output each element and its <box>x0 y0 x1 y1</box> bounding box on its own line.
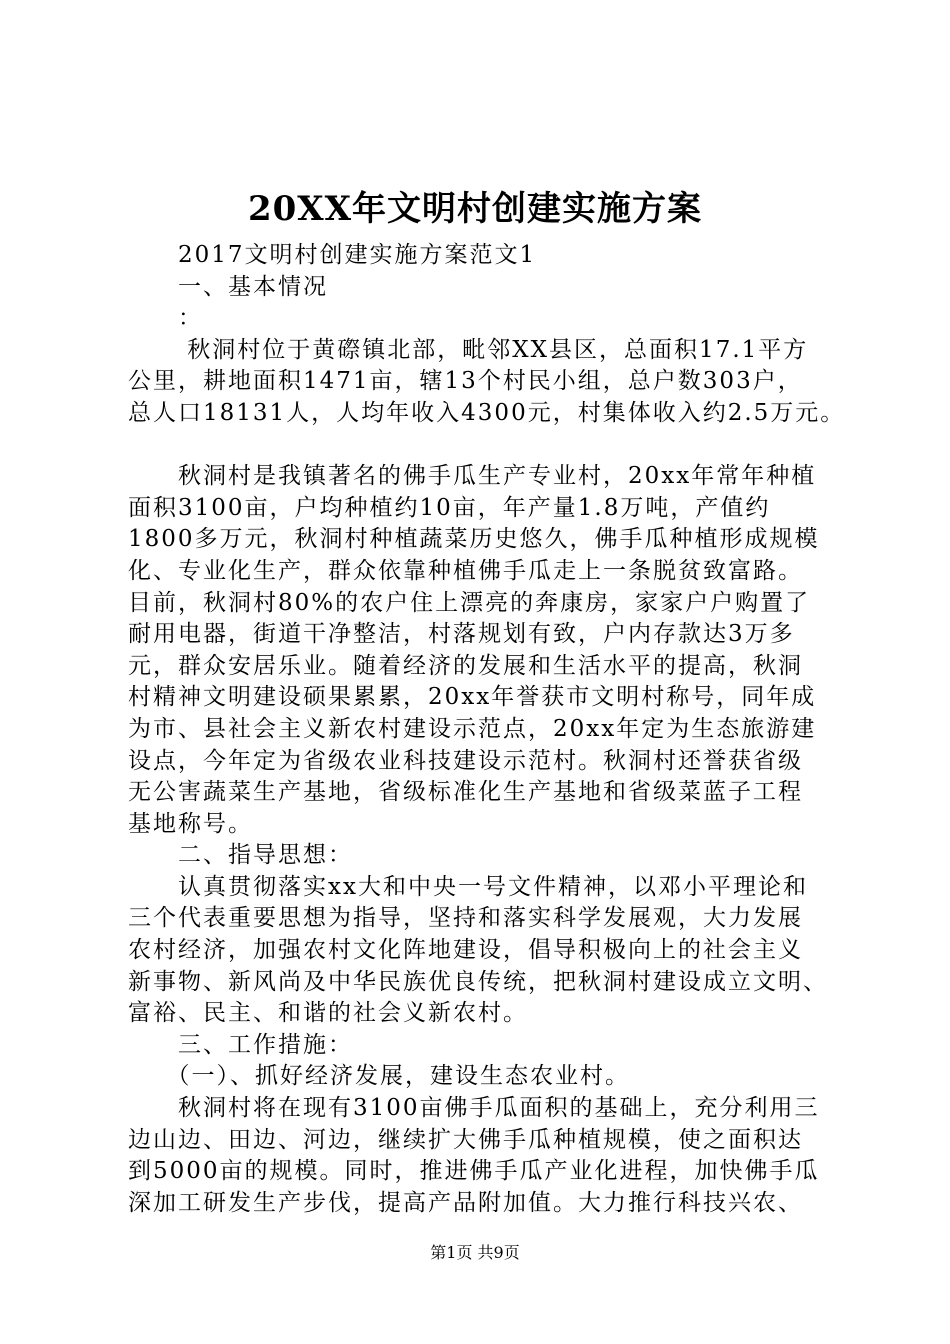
page-footer: 第1页 共9页 <box>430 1243 520 1262</box>
body-line: 到5000亩的规模。同时，推进佛手瓜产业化进程，加快佛手瓜 <box>128 1158 820 1185</box>
body-line: 设点，今年定为省级农业科技建设示范村。秋洞村还誉获省级 <box>128 747 803 774</box>
body-line: 秋洞村位于黄磜镇北部，毗邻XX县区，总面积17.1平方 <box>128 336 809 363</box>
body-line: ： <box>128 305 203 332</box>
body-line: 化、专业化生产，群众依靠种植佛手瓜走上一条脱贫致富路。 <box>128 557 803 584</box>
body-line: 深加工研发生产步伐，提高产品附加值。大力推行科技兴农、 <box>128 1189 803 1216</box>
body-line: 基地称号。 <box>128 810 253 837</box>
body-line: 耐用电器，街道干净整洁，村落规划有致，户内存款达3万多 <box>128 621 795 648</box>
body-line: 为市、县社会主义新农村建设示范点，20xx年定为生态旅游建 <box>128 715 817 742</box>
body-line: 元，群众安居乐业。随着经济的发展和生活水平的提高，秋洞 <box>128 652 803 679</box>
body-line: 面积3100亩，户均种植约10亩，年产量1.8万吨，产值约 <box>128 494 771 521</box>
body-line: 总人口18131人，人均年收入4300元，村集体收入约2.5万元。 <box>128 399 846 426</box>
body-line: 1800多万元，秋洞村种植蔬菜历史悠久，佛手瓜种植形成规模 <box>128 526 820 553</box>
body-line: 秋洞村是我镇著名的佛手瓜生产专业村，20xx年常年种植 <box>128 463 817 490</box>
body-line: 二、指导思想： <box>128 842 353 869</box>
body-line: 新事物、新风尚及中华民族优良传统，把秋洞村建设成立文明、 <box>128 968 828 995</box>
body-line: 公里，耕地面积1471亩，辖13个村民小组，总户数303户， <box>128 368 803 395</box>
body-line <box>128 430 838 462</box>
document-title: 20XX年文明村创建实施方案 <box>247 189 703 229</box>
body-line: 秋洞村将在现有3100亩佛手瓜面积的基础上，充分利用三 <box>128 1095 820 1122</box>
body-line: 目前，秋洞村80%的农户住上漂亮的奔康房，家家户户购置了 <box>128 589 811 616</box>
body-line: 一、基本情况 <box>128 273 328 300</box>
body-line: 三、工作措施： <box>128 1031 353 1058</box>
body-line: 三个代表重要思想为指导，坚持和落实科学发展观，大力发展 <box>128 905 803 932</box>
body-line: 富裕、民主、和谐的社会义新农村。 <box>128 1000 528 1027</box>
body-line: 村精神文明建设硕果累累，20xx年誉获市文明村称号，同年成 <box>128 684 817 711</box>
body-line: （一）、抓好经济发展，建设生态农业村。 <box>128 1063 630 1090</box>
body-line: 2017文明村创建实施方案范文1 <box>128 242 537 268</box>
body-line: 认真贯彻落实xx大和中央一号文件精神，以邓小平理论和 <box>128 873 808 900</box>
body-line: 无公害蔬菜生产基地，省级标准化生产基地和省级菜蓝子工程 <box>128 779 803 806</box>
document-body <box>128 240 846 1219</box>
body-line: 农村经济，加强农村文化阵地建设，倡导积极向上的社会主义 <box>128 937 803 964</box>
body-line: 边山边、田边、河边，继续扩大佛手瓜种植规模，使之面积达 <box>128 1126 803 1153</box>
